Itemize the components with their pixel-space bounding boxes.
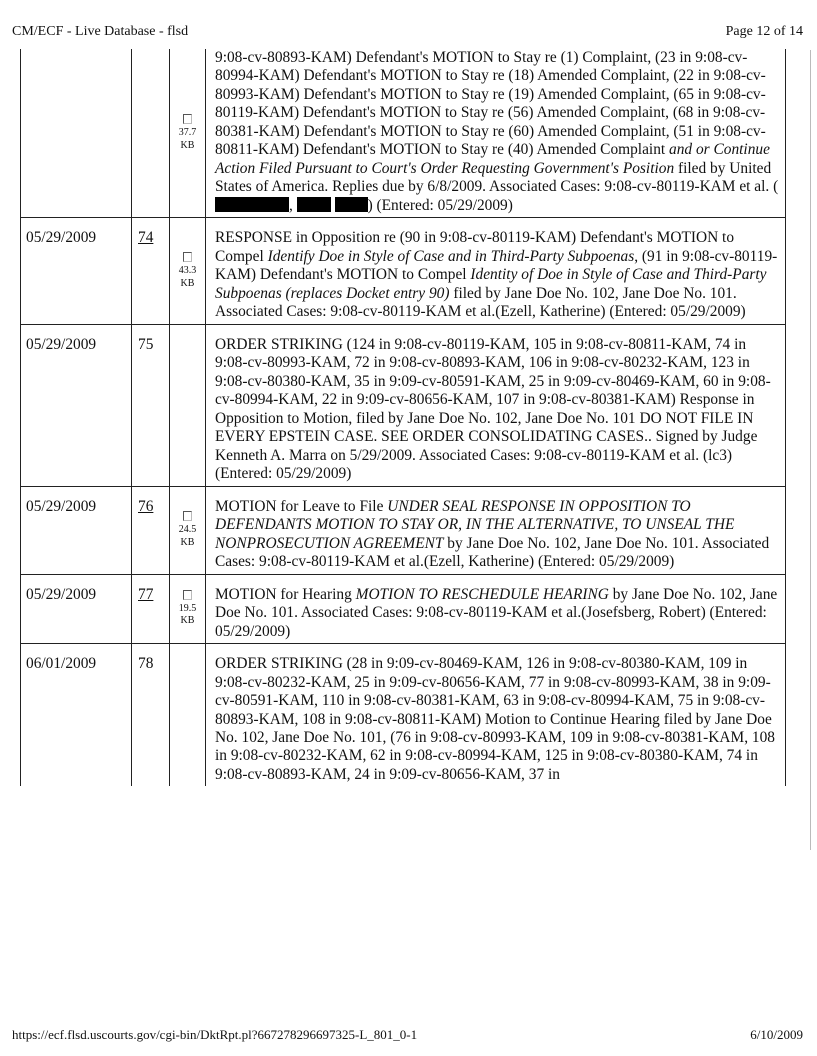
entry-date: 05/29/2009 (21, 324, 132, 486)
document-size-unit: KB (180, 615, 195, 627)
docket-row (21, 324, 786, 486)
document-icon[interactable] (183, 252, 192, 262)
entry-number-link[interactable] (132, 218, 170, 324)
entry-text-italic: UNDER SEAL RESPONSE IN OPPOSITION TO DEFENDANTS MOTION TO STAY OR, IN THE ALTERNATIVE, TO UNSEAL THE NONPROSECUTION AGREEMENT (215, 497, 735, 552)
entry-date: 06/01/2009 (21, 644, 132, 787)
entry-text-part: by Jane Doe No. 102, Jane Doe No. 101. Associated Cases: 9:08-cv-80119-KAM et al.(Ezell, Katherine) (Entered: 05/29/2009) (215, 534, 770, 571)
document-link[interactable] (170, 574, 206, 643)
document-cell-empty (170, 644, 206, 787)
document-size-value: 19.5 (178, 602, 197, 614)
entry-number[interactable]: 77 (138, 585, 154, 603)
redaction-block (335, 197, 368, 212)
docket-table (20, 49, 786, 786)
entry-text (206, 218, 786, 324)
docket-row (21, 644, 786, 787)
entry-text: ORDER STRIKING (124 in 9:08-cv-80119-KAM, 105 in 9:08-cv-80811-KAM, 74 in 9:08-cv-80993-KAM, 72 in 9:08-cv-80893-KAM, 106 in 9:08-cv-80232-KAM, 123 in 9:08-cv-80380-KAM, 35 in 9:09-cv-80591-KAM, 25 in 9:09-cv-80469-KAM, 60 in 9:08-cv-80994-KAM, 22 in 9:09-cv-80656-KAM, 107 in 9:08-cv-80381-KAM) Response in Opposition to Motion, filed by Jane Doe No. 102, Jane Doe No. 101 DO NOT FILE IN EVERY EPSTEIN CASE. SEE ORDER CONSOLIDATING CASES.. Signed by Judge Kenneth A. Marra on 5/29/2009. Associated Cases: 9:08-cv-80119-KAM et al. (lc3) (Entered: 05/29/2009) (206, 324, 786, 486)
entry-text-italic: and or Continue Action Filed Pursuant to Court's Order Requesting Government's Position (215, 141, 770, 177)
entry-text (206, 574, 786, 643)
document-link[interactable] (170, 486, 206, 574)
entry-text-italic: Identify Doe in Style of Case and in Third-Party Subpoenas (267, 247, 635, 265)
entry-number-link[interactable] (132, 574, 170, 643)
print-date: 6/10/2009 (750, 1027, 803, 1042)
document-link[interactable] (170, 218, 206, 324)
document-size-unit: KB (180, 277, 195, 289)
document-icon[interactable] (183, 511, 192, 521)
docket-row (21, 574, 786, 643)
document-size-value: 24.5 (178, 524, 197, 536)
document-icon[interactable] (183, 590, 192, 600)
entry-text-part: MOTION for Hearing (215, 585, 356, 603)
entry-text-separator: , (289, 196, 297, 214)
page-number: Page 12 of 14 (725, 24, 803, 39)
entry-text-italic: Identity of Doe in Style of Case and Third-Party Subpoenas (replaces Docket entry 90) (215, 266, 767, 302)
page-header-title: CM/ECF - Live Database - flsd (12, 24, 189, 39)
entry-text (206, 486, 786, 574)
document-size-value: 37.7 (178, 127, 197, 139)
document-size-unit: KB (180, 536, 195, 548)
entry-number-link[interactable] (132, 486, 170, 574)
document-icon[interactable] (183, 114, 192, 124)
entry-text-part: filed by Jane Doe No. 102, Jane Doe No. 101. Associated Cases: 9:08-cv-80119-KAM et al.(Ezell, Katherine) (Entered: 05/29/2009) (215, 284, 746, 321)
redaction-block (215, 197, 289, 212)
entry-text-part: ) (Entered: 05/29/2009) (367, 196, 513, 214)
page-url: https://ecf.flsd.uscourts.gov/cgi-bin/DktRpt.pl?667278296697325-L_801_0-1 (12, 1027, 418, 1042)
document-size-unit: KB (180, 139, 195, 151)
entry-text-part: filed by United States of America. Replies due by 6/8/2009. Associated Cases: 9:08-cv-80119-KAM et al. ( (215, 159, 779, 196)
docket-row (21, 49, 786, 218)
document-cell-empty (170, 324, 206, 486)
redaction-block (297, 197, 331, 212)
docket-row (21, 486, 786, 574)
entry-text-part: , (91 in 9:08-cv-80119-KAM) Defendant's MOTION to Compel (215, 247, 778, 284)
entry-date: 05/29/2009 (21, 574, 132, 643)
entry-date (21, 49, 132, 218)
entry-number: 78 (132, 644, 170, 787)
entry-text: ORDER STRIKING (28 in 9:09-cv-80469-KAM, 126 in 9:08-cv-80380-KAM, 109 in 9:08-cv-80232-KAM, 25 in 9:09-cv-80656-KAM, 77 in 9:08-cv-80993-KAM, 38 in 9:09-cv-80591-KAM, 110 in 9:08-cv-80381-KAM, 63 in 9:08-cv-80994-KAM, 75 in 9:08-cv-80893-KAM, 108 in 9:08-cv-80811-KAM) Motion to Continue Hearing filed by Jane Doe No. 102, Jane Doe No. 101, (76 in 9:08-cv-80993-KAM, 109 in 9:08-cv-80381-KAM, 108 in 9:08-cv-80232-KAM, 62 in 9:08-cv-80994-KAM, 125 in 9:08-cv-80380-KAM, 74 in 9:08-cv-80893-KAM, 24 in 9:09-cv-80656-KAM, 37 in (206, 644, 786, 787)
entry-text-part: MOTION for Leave to File (215, 497, 388, 515)
entry-date: 05/29/2009 (21, 486, 132, 574)
document-size-value: 43.3 (178, 265, 197, 277)
entry-date: 05/29/2009 (21, 218, 132, 324)
entry-number[interactable]: 74 (138, 229, 154, 247)
scroll-edge-line (810, 50, 811, 850)
entry-number[interactable]: 76 (138, 497, 154, 515)
entry-text-italic: MOTION TO RESCHEDULE HEARING (355, 585, 609, 603)
entry-text-part: by Jane Doe No. 102, Jane Doe No. 101. Associated Cases: 9:08-cv-80119-KAM et al.(Josefsberg, Robert) (Entered: 05/29/2009) (215, 585, 778, 640)
document-link[interactable] (170, 49, 206, 218)
entry-number: 75 (132, 324, 170, 486)
entry-text-part: 9:08-cv-80893-KAM) Defendant's MOTION to Stay re (1) Complaint, (23 in 9:08-cv-80994-KAM) Defendant's MOTION to Stay re (18) Amended Complaint, (22 in 9:08-cv-80993-KAM) Defendant's MOTION to Stay re (19) Amended Complaint, (65 in 9:08-cv-80119-KAM) Defendant's MOTION to Stay re (56) Amended Complaint, (68 in 9:08-cv-80381-KAM) Defendant's MOTION to Stay re (60) Amended Complaint, (51 in 9:08-cv-80811-KAM) Defendant's MOTION to Stay re (40) Amended Complaint (215, 49, 766, 159)
docket-row (21, 218, 786, 324)
entry-number (132, 49, 170, 218)
entry-text-part: RESPONSE in Opposition re (90 in 9:08-cv-80119-KAM) Defendant's MOTION to Compel (215, 229, 735, 265)
entry-text (206, 49, 786, 218)
